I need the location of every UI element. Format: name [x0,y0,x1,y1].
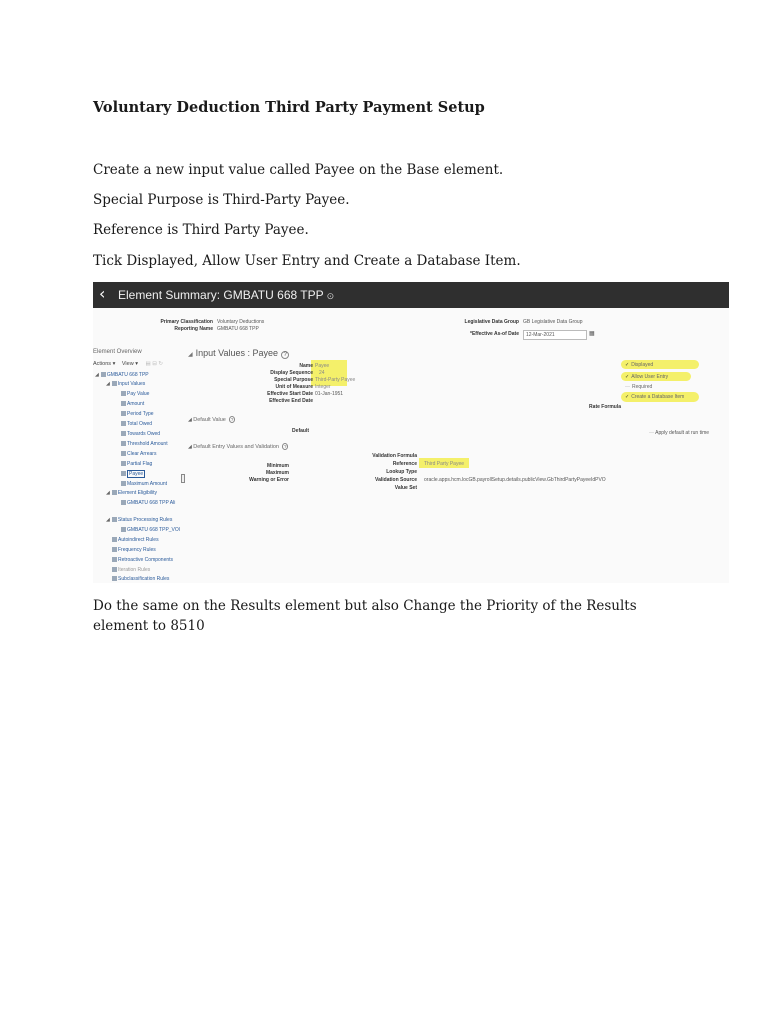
back-arrow-icon[interactable]: ‹ [99,284,106,303]
tree-scrollbar[interactable] [181,474,185,483]
reference-label: Reference [392,461,417,467]
tree-item-clear-arrears[interactable]: Clear Arrears [121,451,156,457]
effective-start-date-label: Effective Start Date [267,391,313,397]
rate-formula-label: Rate Formula [589,404,621,410]
lookup-type-label: Lookup Type [386,469,417,475]
validation-source-value: oracle.apps.hcm.locGB.payrollSetup.details.publicView.GbThirdPartyPayeeIdPVO [424,477,606,483]
unit-of-measure-label: Unit of Measure [275,384,313,390]
element-overview-heading: Element Overview [93,349,142,355]
document-title: Voluntary Deduction Third Party Payment Setup [93,99,485,116]
primary-classification-label: Primary Classification [160,319,213,325]
instruction-create-input-value: Create a new input value called Payee on the Base element. [93,162,504,178]
actions-menu[interactable]: Actions ▾ [93,361,116,367]
tree-item-pay-value[interactable]: Pay Value [121,391,149,397]
default-label: Default [292,428,309,434]
tree-item-iteration-rules[interactable]: Iteration Rules [112,567,150,573]
tree-item-autoindirect-rules[interactable]: Autoindirect Rules [112,537,159,543]
info-icon[interactable]: ⊙ [326,291,335,301]
special-purpose-label: Special Purpose [274,377,313,383]
expand-icon[interactable]: ▤ ⊟ ↻ [145,361,163,367]
name-label: Name [299,363,313,369]
view-menu[interactable]: View ▾ [121,361,138,367]
reference-value[interactable]: Third Party Payee [424,461,465,467]
reporting-name-label: Reporting Name [174,326,213,332]
screenshot-header-bar [93,282,729,308]
minimum-label: Minimum [267,463,289,469]
reporting-name-value: GMBATU 668 TPP [217,326,259,332]
required-checkbox[interactable]: — Required [625,384,653,390]
tree-item-element-eligibility[interactable]: ◢ Element Eligibility [106,490,158,496]
collapse-icon[interactable]: ◢ [188,352,193,358]
tree-item-subclassification-rules[interactable]: Subclassification Rules [112,576,169,582]
value-set-label: Value Set [394,485,417,491]
tree-item-frequency-rules[interactable]: Frequency Rules [112,547,156,553]
tree-item-amount[interactable]: Amount [121,401,144,407]
check-icon: ✓ [625,394,630,400]
tree-item-input-values[interactable]: ◢ Input Values [106,381,146,387]
effective-as-of-input[interactable]: 12-Mar-2021 [523,330,587,340]
unit-of-measure-value[interactable]: Integer [315,384,331,390]
name-value[interactable]: Payee [315,363,330,369]
effective-start-date-value: 01-Jan-1951 [315,391,344,397]
special-purpose-value[interactable]: Third-Party Payee [315,377,356,383]
instruction-special-purpose: Special Purpose is Third-Party Payee. [93,192,350,208]
warning-or-error-label: Warning or Error [249,477,289,483]
check-icon: ✓ [625,362,630,368]
allow-user-entry-checkbox[interactable]: ✓ Allow User Entry [625,374,669,380]
tree-item-threshold-amount[interactable]: Threshold Amount [121,441,168,447]
tree-toolbar [93,361,163,367]
maximum-label: Maximum [265,470,289,476]
calendar-icon[interactable]: ▦ [589,331,595,337]
closing-instruction: Do the same on the Results element but also Change the Priority of the Results element to 8510 [93,598,637,634]
tree-item-towards-owed[interactable]: Towards Owed [121,431,160,437]
effective-end-date-label: Effective End Date [269,398,313,404]
tree-item-status-processing-rules[interactable]: ◢ Status Processing Rules [106,517,173,523]
input-values-title: ◢ Input Values : Payee ? [188,348,289,358]
unchecked-icon: — [625,384,630,390]
validation-source-label: Validation Source [375,477,417,483]
help-icon[interactable]: ? [230,417,234,422]
tree-item-status-rule-record[interactable]: GMBATU 668 TPP_VOl [121,527,180,533]
apply-default-checkbox[interactable]: — Apply default at run time [649,430,710,436]
check-icon: ✓ [625,374,630,380]
screenshot-page-title: Element Summary: GMBATU 668 TPP ⊙ [118,288,335,302]
default-value-section[interactable]: ◢ Default Value ? [188,417,234,423]
primary-classification-value: Voluntary Deductions [217,319,265,325]
effective-as-of-label: *Effective As-of Date [470,331,519,337]
tree-item-eligibility-record[interactable]: GMBATU 668 TPP Ali [121,500,175,506]
validation-section[interactable]: ◢ Default Entry Values and Validation ? [188,444,287,450]
tree-item-period-type[interactable]: Period Type [121,411,154,417]
help-icon[interactable]: ? [281,351,289,359]
tree-item-maximum-amount[interactable]: Maximum Amount [121,481,167,487]
instruction-reference: Reference is Third Party Payee. [93,222,309,238]
display-sequence-value[interactable]: 24 [319,370,325,376]
help-icon[interactable]: ? [283,444,287,449]
validation-formula-label: Validation Formula [372,453,417,459]
legislative-data-group-value: GB Legislative Data Group [523,319,583,325]
tree-item-total-owed[interactable]: Total Owed [121,421,152,427]
create-database-item-checkbox[interactable]: ✓ Create a Database Item [625,394,685,400]
tree-item-retroactive-components[interactable]: Retroactive Components [112,557,173,563]
tree-item-payee[interactable]: Payee [121,471,145,477]
displayed-checkbox[interactable]: ✓ Displayed [625,362,654,368]
legislative-data-group-label: Legislative Data Group [464,319,519,325]
display-sequence-label: Display Sequence [270,370,313,376]
tree-item-partial-flag[interactable]: Partial Flag [121,461,152,467]
instruction-tick-options: Tick Displayed, Allow User Entry and Create a Database Item. [93,253,521,269]
tree-item-root[interactable]: ◢ GMBATU 668 TPP [95,372,149,378]
element-summary-screenshot [93,282,729,583]
